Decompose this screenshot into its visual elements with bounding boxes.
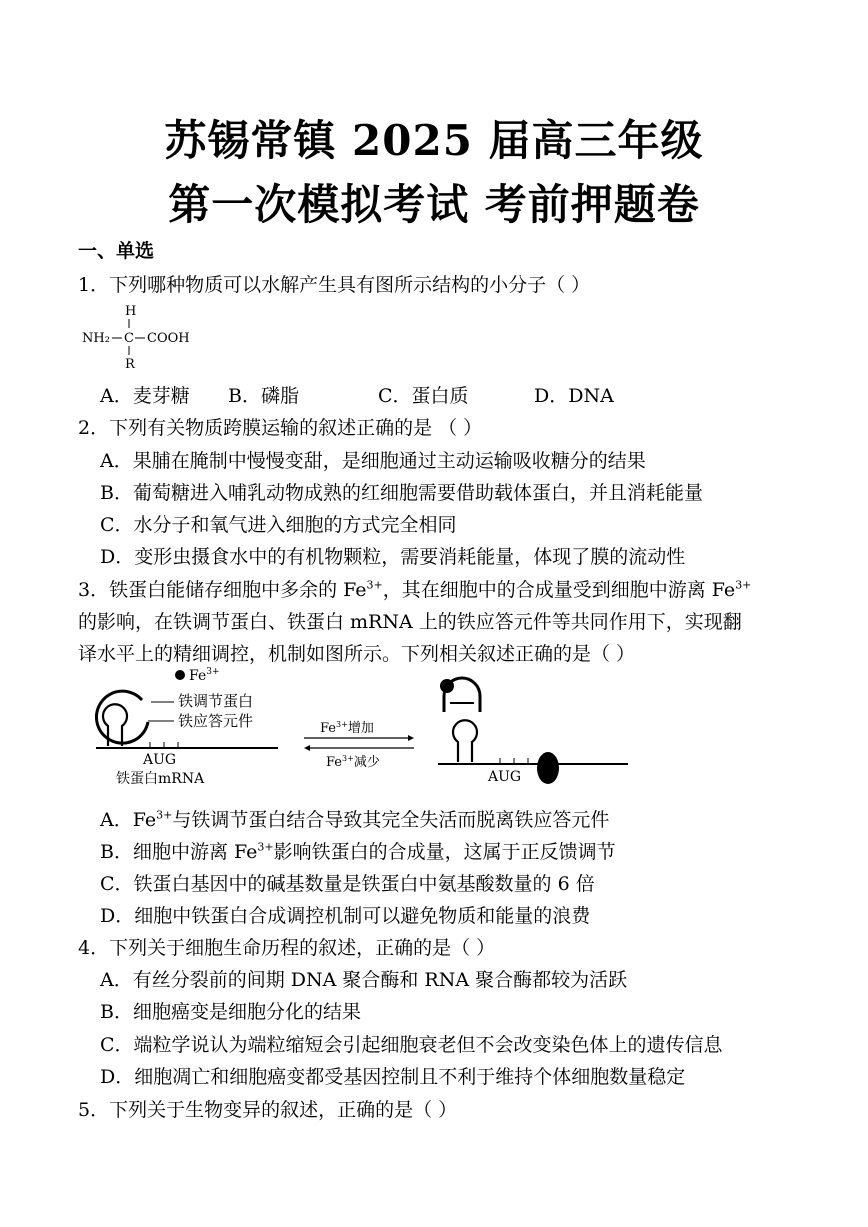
- label-iron-regulatory-protein: 铁调节蛋白: [178, 692, 254, 710]
- ribosome: [537, 752, 559, 784]
- struct-nh2: NH₂: [82, 331, 110, 346]
- page-title-line2: 第一次模拟考试 考前押题卷: [168, 180, 700, 229]
- aug-label-right: AUG: [488, 769, 522, 785]
- q4-option-d: D．细胞凋亡和细胞癌变都受基因控制且不利于维持个体细胞数量稳定: [100, 1066, 686, 1088]
- q3-option-d: D．细胞中铁蛋白合成调控机制可以避免物质和能量的浪费: [100, 905, 591, 927]
- iron-response-element-left: [103, 704, 127, 746]
- q4-option-a: A．有丝分裂前的间期 DNA 聚合酶和 RNA 聚合酶都较为活跃: [100, 969, 628, 991]
- struct-c: C: [124, 331, 134, 346]
- struct-r: R: [125, 357, 135, 372]
- q1-option-c: C．蛋白质: [378, 385, 469, 407]
- label-iron-response-element: 铁应答元件: [178, 712, 254, 730]
- bound-fe-ion: [440, 679, 454, 693]
- q1-option-a: A．麦芽糖: [100, 385, 190, 407]
- fe-ion-icon: [175, 670, 185, 680]
- q2-option-d: D．变形虫摄食水中的有机物颗粒，需要消耗能量，体现了膜的流动性: [100, 546, 686, 568]
- q4-option-b: B．细胞癌变是细胞分化的结果: [100, 1001, 361, 1023]
- q1-option-b: B．磷脂: [228, 385, 299, 407]
- arrow-label-decrease: $Fe^{3+}$减少: [326, 754, 380, 770]
- q2-option-c: C．水分子和氧气进入细胞的方式完全相同: [100, 514, 457, 536]
- mrna-label: 铁蛋白mRNA: [116, 771, 205, 787]
- amino-acid-structure: [80, 300, 220, 372]
- q3-option-a: A．$Fe^{3+}$与铁调节蛋白结合导致其完全失活而脱离铁应答元件: [100, 808, 610, 831]
- struct-cooh: COOH: [147, 331, 190, 346]
- q4-option-c: C．端粒学说认为端粒缩短会引起细胞衰老但不会改变染色体上的遗传信息: [100, 1034, 723, 1056]
- question-4-stem: 4．下列关于细胞生命历程的叙述，正确的是（ ）: [78, 937, 496, 959]
- fe-legend-label: $Fe^{3+}$: [189, 667, 220, 684]
- question-1-stem: 1．下列哪种物质可以水解产生具有图所示结构的小分子（ ）: [78, 274, 591, 296]
- q2-option-a: A．果脯在腌制中慢慢变甜，是细胞通过主动运输吸收糖分的结果: [100, 450, 646, 472]
- arrow-label-increase: $Fe^{3+}$增加: [320, 720, 374, 736]
- section-heading: 一、单选: [78, 240, 155, 262]
- iron-response-element-right: [453, 720, 477, 762]
- struct-h: H: [125, 304, 137, 319]
- question-3-stem-line2: 的影响，在铁调节蛋白、铁蛋白 mRNA 上的铁应答元件等共同作用下，实现翻: [78, 611, 742, 633]
- question-1-options: [100, 381, 614, 408]
- question-5-stem: 5．下列关于生物变异的叙述，正确的是（ ）: [78, 1099, 458, 1121]
- question-2-stem: 2．下列有关物质跨膜运输的叙述正确的是 （ ）: [78, 417, 483, 439]
- q3-option-b: B．细胞中游离 $Fe^{3+}$影响铁蛋白的合成量，这属于正反馈调节: [100, 840, 616, 863]
- ferritin-regulation-figure: [88, 666, 648, 796]
- question-3-stem-line1: 3．铁蛋白能储存细胞中多余的 $Fe^{3+}$，其在细胞中的合成量受到细胞中游离 $Fe^{3+}$: [78, 578, 752, 601]
- q1-option-d: D．DNA: [534, 385, 614, 407]
- page-title-line1: 苏锡常镇 2025 届高三年级: [164, 116, 704, 165]
- q2-option-b: B．葡萄糖进入哺乳动物成熟的红细胞需要借助载体蛋白，并且消耗能量: [100, 482, 703, 504]
- aug-label-left: AUG: [143, 752, 177, 768]
- question-3-stem-line3: 译水平上的精细调控，机制如图所示。下列相关叙述正确的是（ ）: [78, 643, 636, 665]
- q3-option-c: C．铁蛋白基因中的碱基数量是铁蛋白中氨基酸数量的 6 倍: [100, 873, 595, 895]
